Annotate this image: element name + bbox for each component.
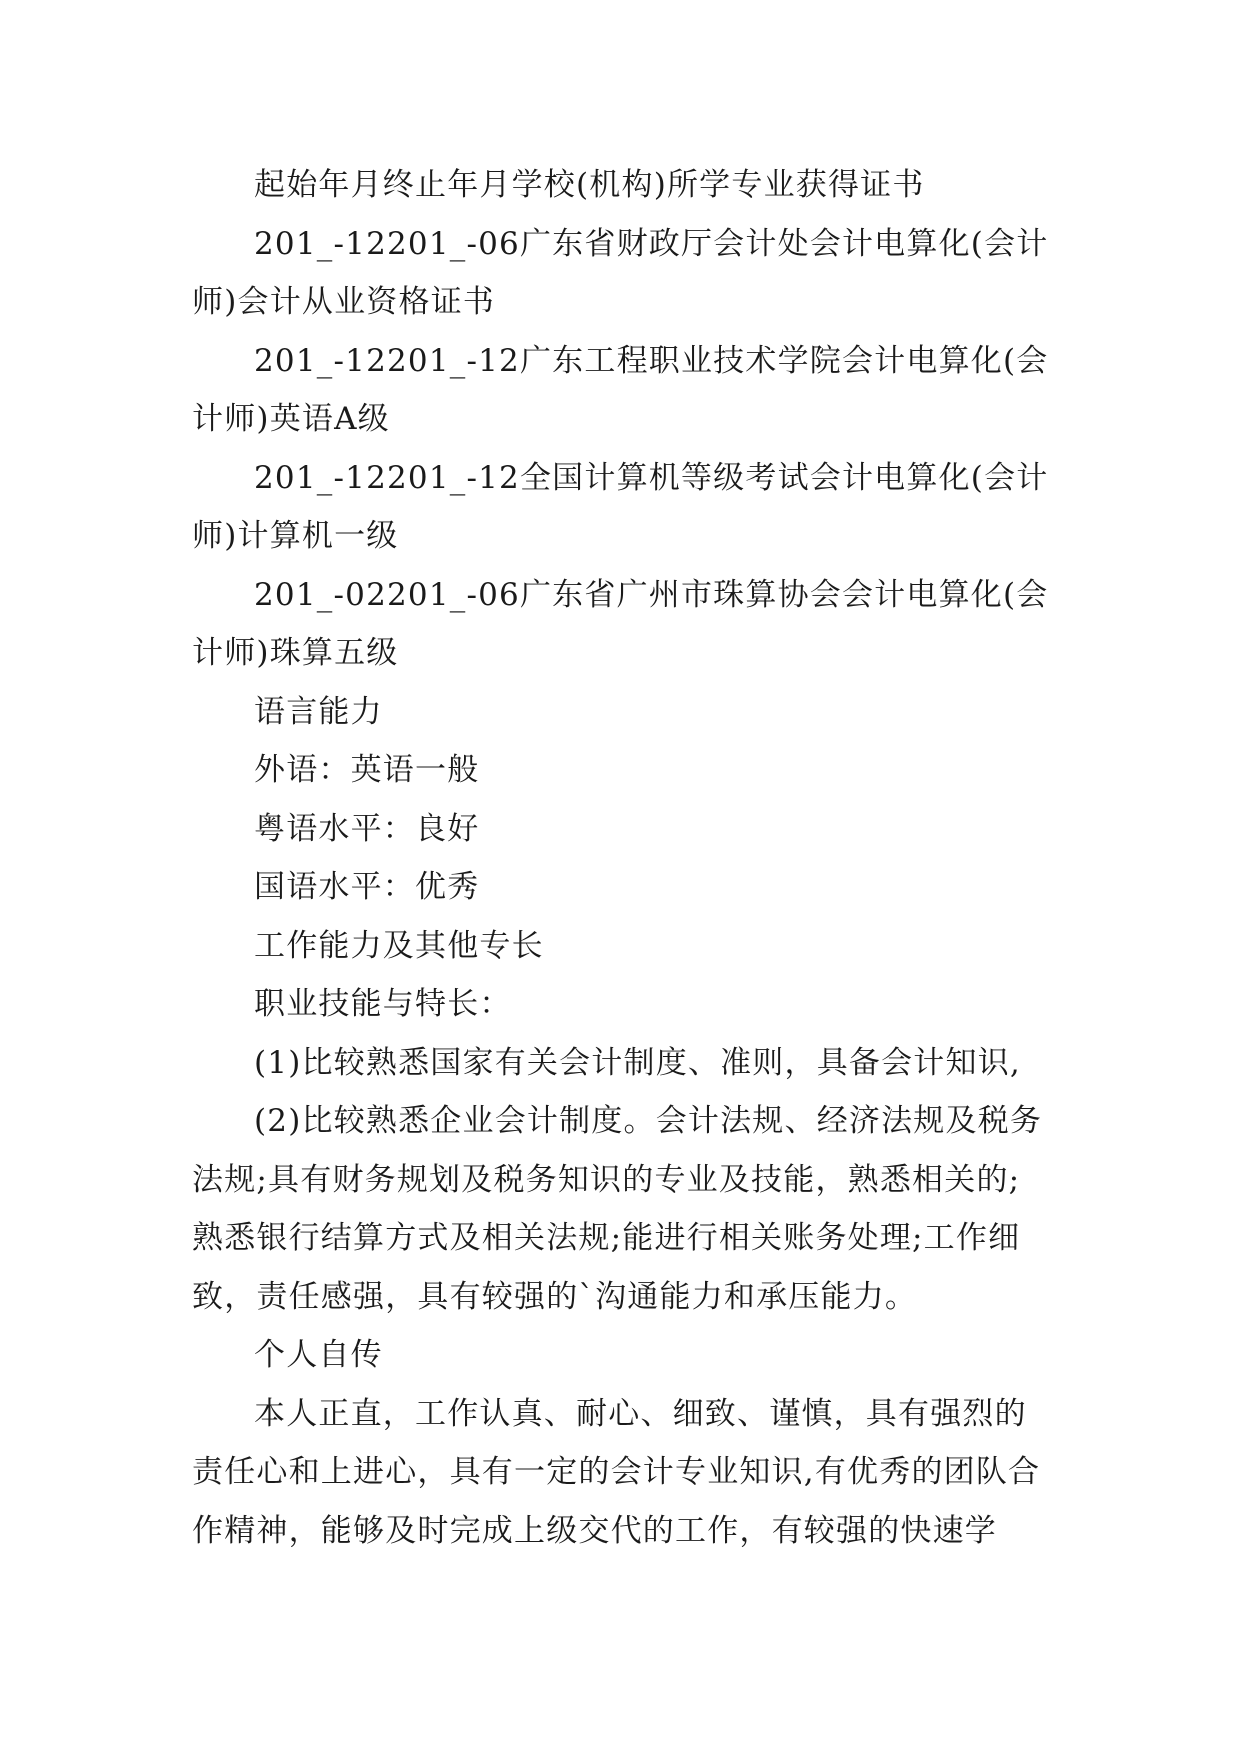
section-heading-language: 语言能力 xyxy=(254,693,383,730)
autobiography-text: 本人正直，工作认真、耐心、细致、谨慎，具有强烈的责任心和上进心，具有一定的会计专业知识,有优秀的团队合作精神，能够及时完成上级交代的工作，有较强的快速学 xyxy=(192,1395,1041,1549)
language-item: 国语水平：优秀 xyxy=(254,869,480,905)
document-body xyxy=(192,156,1052,1560)
certificate-entry: 201_-12201_-12广东工程职业技术学院会计电算化(会计师)英语A级 xyxy=(192,342,1049,437)
table-header-line: 起始年月终止年月学校(机构)所学专业获得证书 xyxy=(254,167,925,203)
certificate-entry: 201_-02201_-06广东省广州市珠算协会会计电算化(会计师)珠算五级 xyxy=(192,576,1049,671)
section-heading-autobiography: 个人自传 xyxy=(254,1337,383,1373)
skills-subheading: 职业技能与特长： xyxy=(254,986,512,1022)
language-item: 外语：英语一般 xyxy=(254,752,480,788)
certificate-entry: 201_-12201_-12全国计算机等级考试会计电算化(会计师)计算机一级 xyxy=(192,459,1049,554)
skill-item: (1)比较熟悉国家有关会计制度、准则，具备会计知识, xyxy=(254,1044,1021,1081)
section-heading-skills: 工作能力及其他专长 xyxy=(254,927,544,964)
language-item: 粤语水平：良好 xyxy=(254,810,480,847)
certificate-entry: 201_-12201_-06广东省财政厅会计处会计电算化(会计师)会计从业资格证书 xyxy=(192,225,1049,320)
skill-item: (2)比较熟悉企业会计制度。会计法规、经济法规及税务法规;具有财务规划及税务知识的专业及技能，熟悉相关的;熟悉银行结算方式及相关法规;能进行相关账务处理;工作细致，责任感强，具有较强的`沟通能力和承压能力。 xyxy=(192,1103,1043,1315)
